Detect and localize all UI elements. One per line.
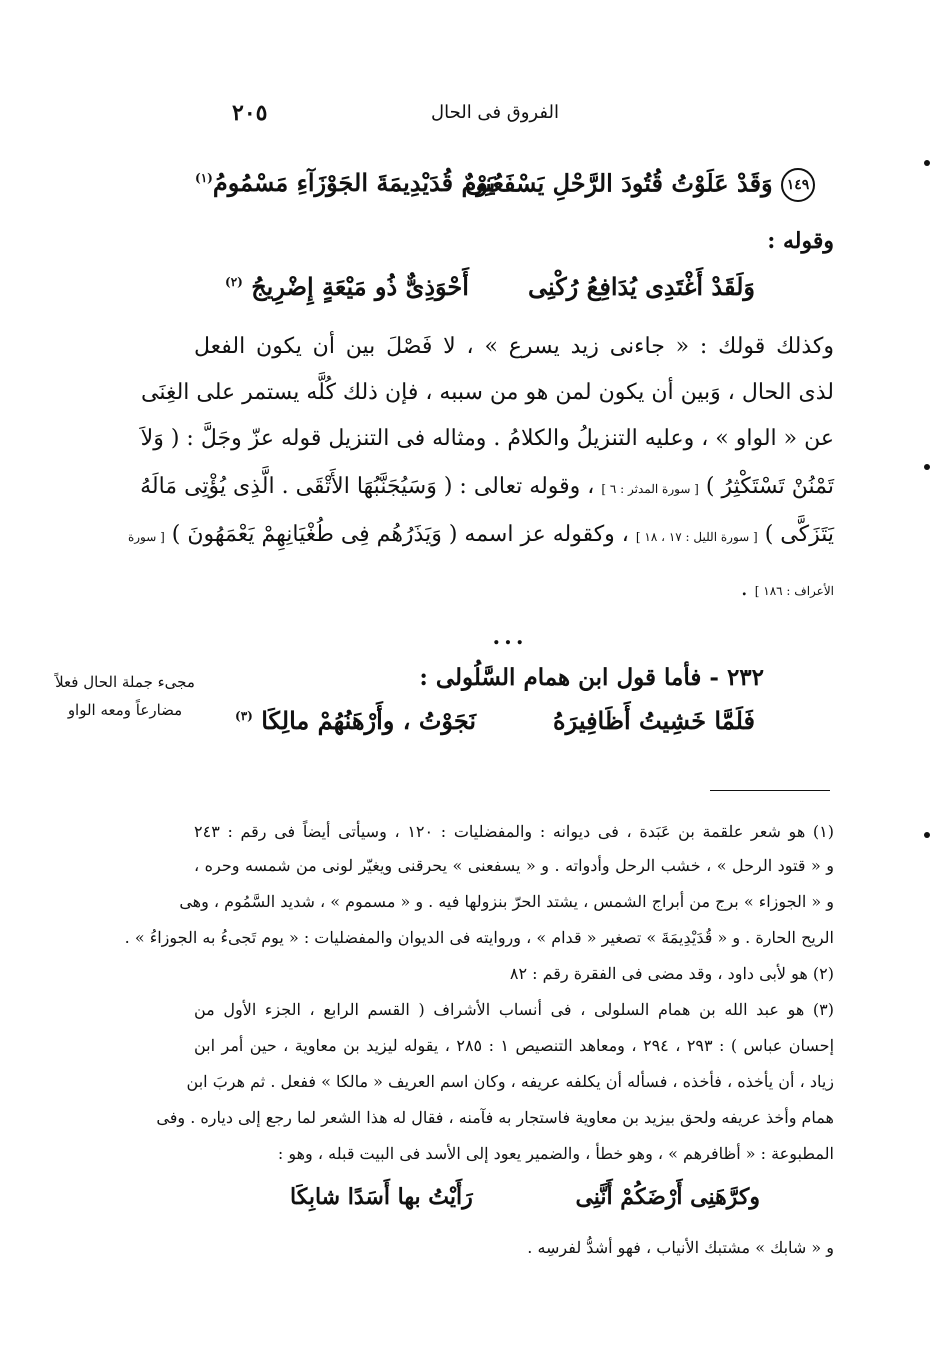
prose-text: . <box>740 576 748 601</box>
page-edge-mark <box>924 160 930 166</box>
verse-3-second-hemistich <box>235 706 476 735</box>
footnote-line: همام وأخذ عريفه ولحق بيزيد بن معاوية فاستجار به فآمنه ، فقال له هذا الشعر لما رجع إلى دياره . وفى <box>156 1108 834 1127</box>
footnote-ref-2: (٢) <box>225 275 243 289</box>
page-number: ٢٠٥ <box>232 100 268 126</box>
verse-149-first-hemistich <box>465 168 815 202</box>
sura-ref: [ سورة <box>127 530 165 544</box>
verse-2 <box>225 272 755 312</box>
footnote-line: (٣) هو عبد الله بن همام السلولى ، فى أنساب الأشراف ( القسم الرابع ، الجزء الأول من <box>194 1000 834 1019</box>
sura-ref: [ سورة الليل : ١٧ ، ١٨ ] <box>635 530 758 544</box>
prose-text: ، وكقوله عز اسمه ( وَيَذَرُهُم فِى طُغْيَانِهِمْ يَعْمَهُونَ ) <box>171 522 629 547</box>
footnote-line: الريح الحارة . و « قُدَيْدِيمَةَ » تصغير « قدام » ، وروايته فى الديوان والمفضليات : « يوم تَجىءُ به الجوزاءُ » . <box>124 928 834 947</box>
prose-line <box>127 522 834 547</box>
quran-quote: يَتَزَكَّى ) <box>764 522 834 547</box>
sura-ref: [ سورة المدثر : ٦ ] <box>601 482 699 496</box>
page-edge-mark <box>924 464 930 470</box>
prose-line: لذى الحال ، وَبين أن يكون لمن هو من سببه ، فإن ذلك كُلَّه يستمر على الغِنَى <box>141 380 834 405</box>
section-heading: ٢٣٢ - فأما قول ابن همام السَّلُولى : <box>419 664 764 691</box>
footnote-verse-first-hemistich: وكرَّهَنِى أَرْضَكُمْ أَنَّنِى <box>575 1184 760 1210</box>
prose-line: وكذلك قولك : « جاءنى زيد يسرع » ، لا فَصْلَ بين أن يكون الفعل <box>194 334 834 359</box>
verse-2-second-hemistich <box>225 272 469 301</box>
verse-2-first-hemistich: وَلَقَدْ أَغْتَدِى يُدَافِعُ رُكْنِى <box>527 272 755 301</box>
verse-3 <box>235 706 755 746</box>
verse-3-second-text: نَجَوْتُ ، وأَرْهَنُهُمْ مالِكَا <box>261 706 476 735</box>
verse-149-second-text: يَوْمٌ قُدَيْدِيمَةَ الجَوْزَآءِ مَسْمُومُ <box>212 168 496 197</box>
section-divider: ... <box>492 624 528 650</box>
prose-line <box>140 474 834 499</box>
margin-note-line: مضارعاً ومعه الواو <box>67 701 183 719</box>
footnote-verse <box>290 1184 760 1220</box>
quran-quote: تَمْنُنْ تَسْتَكْثِرُ ) <box>705 474 834 499</box>
prose-line: عن « الواو » ، وعليه التنزيلُ والكلامُ . ومثاله فى التنزيل قوله عزّ وجَلَّ : ( وَلاَ <box>140 426 834 451</box>
footnote-ref-3: (٣) <box>235 709 253 723</box>
footnote-separator <box>710 790 830 791</box>
verse-3-first-hemistich: فَلَمَّا خَشِيتُ أَظَافِيرَهُ <box>553 706 755 735</box>
footnote-line: المطبوعة : « أظافرهم » ، وهو خطأ ، والضمير يعود إلى الأسد فى البيت قبله ، وهو : <box>277 1144 834 1163</box>
footnote-line: و « قتود الرحل » ، خشب الرحل وأدواته . و « يسفعنى » يحرقنى ويغيّر لونى من شمسه وحره ، <box>194 856 834 875</box>
footnote-line: و « الجوزاء » برج من أبراج الشمس ، يشتد الحرّ بنزولها فيه . و « مسموم » ، شديد السَّمُوم ، وهى <box>179 892 834 911</box>
footnote-line: (١) هو شعر علقمة بن عَبَدة ، فى ديوانه : والمفضليات : ١٢٠ ، وسيأتى أيضاً فى رقم : ٢٤٣ <box>194 822 835 841</box>
footnote-line: زياد ، أن يأخذه ، فأخذه ، فسأله أن يكلفه عريفه ، وكان اسم العريف « مالكا » ففعل . ثم هربَ ابن <box>186 1072 834 1091</box>
verse-149-first-text: وَقَدْ عَلَوْتُ قُتُودَ الرَّحْلِ يَسْفَعُنِى <box>465 168 773 198</box>
footnote-verse-second-hemistich: رَأَيْتُ بها أَسَدًا شابِكَا <box>290 1184 473 1210</box>
verse-2-second-text: أَحْوَذِىٌّ ذُو مَيْعَةٍ إِضْرِيجُ <box>251 272 469 301</box>
verse-149-second-hemistich <box>195 168 495 197</box>
margin-note-line: مجىء جملة الحال فعلاً <box>55 673 195 691</box>
prose-line <box>194 576 834 601</box>
margin-note <box>40 668 210 724</box>
page-edge-mark <box>924 832 930 838</box>
sura-ref: الأعراف : ١٨٦ ] <box>754 584 834 598</box>
prose-text: ، وقوله تعالى : ( وَسَيُجَنَّبُهَا الأَتْقَى . الَّذِى يُؤْتِى مَالَهُ <box>140 474 595 499</box>
footnote-ref-1: (١) <box>195 171 213 185</box>
verse-number-circle: ١٤٩ <box>781 168 815 202</box>
running-title: الفروق فى الحال <box>431 102 559 123</box>
footnote-line: و « شابك » مشتبك الأنياب ، فهو أشدُّ لفرسِه . <box>527 1238 834 1257</box>
footnote-line: (٢) هو لأبى داود ، وقد مضى فى الفقرة رقم : ٨٢ <box>509 964 834 983</box>
footnote-line: إحسان عباس ) : ٢٩٣ ، ٢٩٤ ، ومعاهد التنصيص ١ : ٢٨٥ ، يقوله ليزيد بن معاوية ، حين أمر ابن <box>194 1036 835 1055</box>
intro-line: وقوله : <box>767 228 834 254</box>
verse-149 <box>195 168 815 208</box>
